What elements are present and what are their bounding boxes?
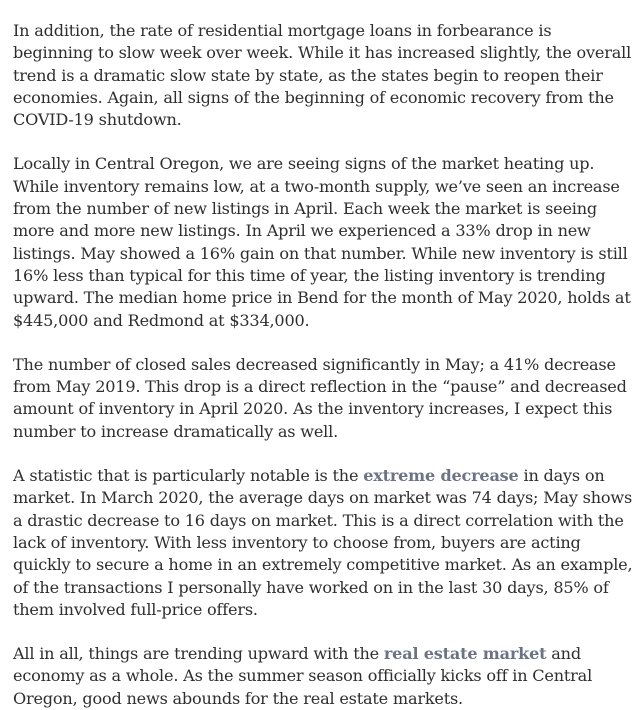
extreme-decrease-link[interactable]: extreme decrease xyxy=(363,466,519,486)
paragraph-text-before-link: A statistic that is particularly notable is the xyxy=(13,466,364,486)
paragraph-central-oregon-inventory: Locally in Central Oregon, we are seeing signs of the market heating up. While inventory remains low, at a two-month supply, we’ve seen an increase from the number of new listings in April. Each week the market is seeing more and more new listings. In April we experienced a 33% drop in new listings. May showed a 16% gain on that number. While new inventory is still 16% less than typical for this time of year, the listing inventory is trending upward. The median home price in Bend for the month of May 2020, holds at $445,000 and Redmond at $334,000. xyxy=(13,154,631,330)
paragraph-conclusion xyxy=(13,643,635,710)
article-body xyxy=(13,20,635,710)
paragraph-text-before-link: All in all, things are trending upward with the xyxy=(13,644,384,664)
paragraph-text-after-link: in days on market. In March 2020, the average days on market was 74 days; May shows a drastic decrease to 16 days on market. This is a direct correlation with the lack of inventory. With less inventory to choose from, buyers are acting quickly to secure a home in an extremely competitive market. As an example, of the transactions I personally have worked on in the last 30 days, 85% of them involved full-price offers. xyxy=(13,466,633,619)
real-estate-market-link[interactable]: real estate market xyxy=(383,644,547,664)
paragraph-forbearance: In addition, the rate of residential mortgage loans in forbearance is beginning to slow week over week. While it has increased slightly, the overall trend is a dramatic slow state by state, as the states begin to reopen their economies. Again, all signs of the beginning of economic recovery from the COVID-19 shutdown. xyxy=(13,21,632,130)
paragraph-days-on-market xyxy=(13,465,635,621)
paragraph-closed-sales: The number of closed sales decreased significantly in May; a 41% decrease from May 2019. This drop is a direct reflection in the “pause” and decreased amount of inventory in April 2020. As the inventory increases, I expect this number to increase dramatically as well. xyxy=(13,354,627,441)
paragraph-text-after-link: and economy as a whole. As the summer season officially kicks off in Central Oregon, good news abounds for the real estate markets. xyxy=(13,644,593,708)
